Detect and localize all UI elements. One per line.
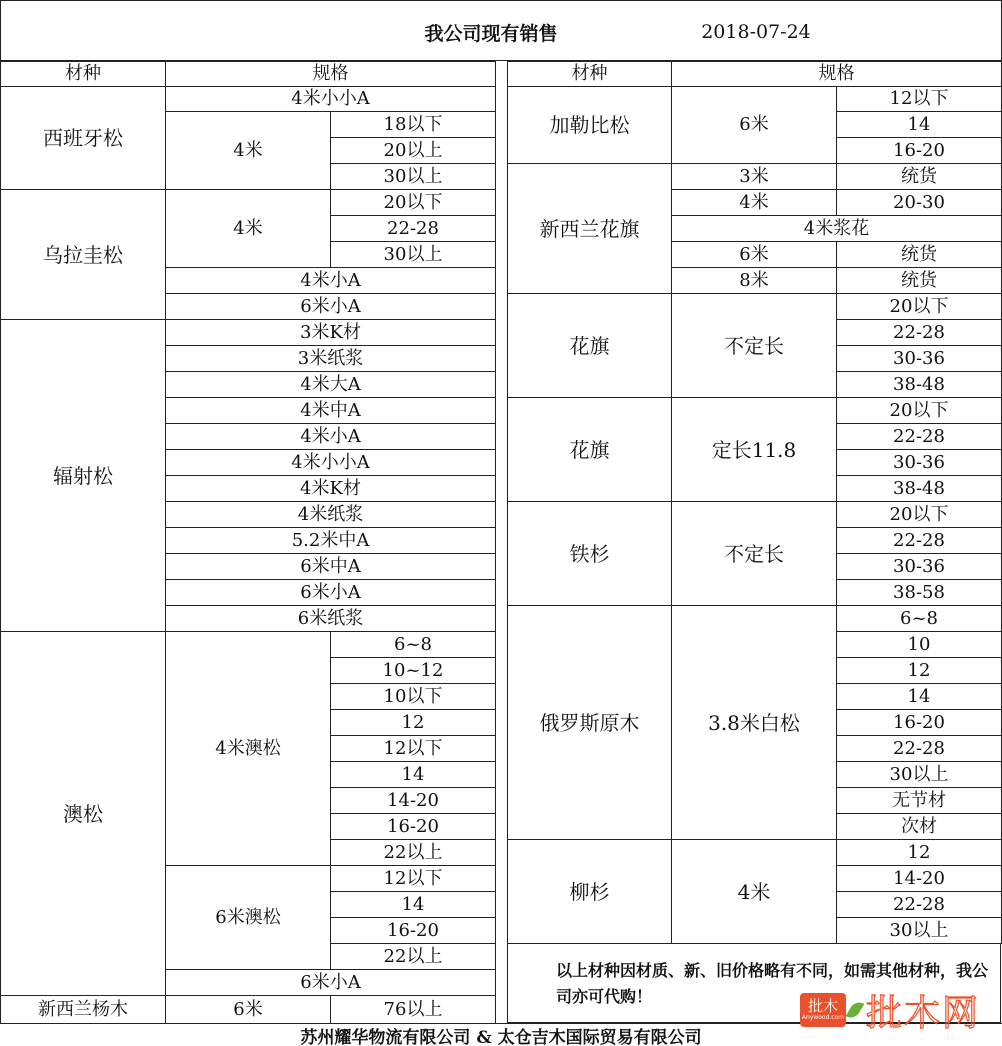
spec-size: 22-28 — [836, 319, 1002, 346]
spec-size: 22-28 — [836, 891, 1002, 918]
spec-size: 38-48 — [836, 475, 1002, 502]
spec-length: 4米 — [671, 189, 837, 216]
spec-size: 30-36 — [836, 449, 1002, 476]
watermark-logo — [800, 985, 1000, 1035]
spec-cell: 3米K材 — [165, 319, 496, 346]
spec-size: 12以下 — [330, 735, 496, 762]
material-name: 花旗 — [507, 293, 672, 398]
header-material: 材种 — [0, 61, 166, 87]
material-name: 新西兰杨木 — [0, 995, 166, 1024]
material-name: 柳杉 — [507, 839, 672, 944]
spec-size: 22-28 — [330, 215, 496, 242]
title-bar — [0, 0, 1002, 61]
spec-size: 14-20 — [836, 865, 1002, 892]
spec-size: 22-28 — [836, 735, 1002, 762]
spec-size: 统货 — [836, 163, 1002, 190]
sheet-date: 2018-07-24 — [701, 21, 811, 43]
spec-cell: 4米中A — [165, 397, 496, 424]
spec-size: 20-30 — [836, 189, 1002, 216]
spec-size: 12 — [836, 657, 1002, 684]
spec-size: 38-48 — [836, 371, 1002, 398]
spec-cell: 6米小A — [165, 293, 496, 320]
spec-cell: 3米纸浆 — [165, 345, 496, 372]
spec-size: 22-28 — [836, 423, 1002, 450]
spec-size: 22以上 — [330, 943, 496, 970]
material-name: 铁杉 — [507, 501, 672, 606]
header-spec: 规格 — [165, 61, 496, 87]
spec-length: 3米 — [671, 163, 837, 190]
spec-length: 不定长 — [671, 501, 837, 606]
spec-size: 14 — [330, 891, 496, 918]
spec-cell: 4米浆花 — [671, 215, 1002, 242]
material-name: 俄罗斯原木 — [507, 605, 672, 840]
spec-cell: 4米小小A — [165, 449, 496, 476]
spec-length: 6米 — [165, 995, 331, 1024]
material-name: 西班牙松 — [0, 86, 166, 190]
spec-size: 16-20 — [330, 813, 496, 840]
footnote: 以上材种因材质、新、旧价格略有不同，如需其他材种，我公司亦可代购！ — [507, 943, 1001, 1023]
spec-size: 22-28 — [836, 527, 1002, 554]
spec-cell: 4米小A — [165, 423, 496, 450]
spec-size: 12以下 — [330, 865, 496, 892]
spec-size: 10以下 — [330, 683, 496, 710]
spec-size: 18以下 — [330, 111, 496, 138]
spec-size: 38-58 — [836, 579, 1002, 606]
spec-size: 无节材 — [836, 787, 1002, 814]
material-name: 加勒比松 — [507, 86, 672, 164]
spec-cell: 4米小小A — [165, 86, 496, 112]
spec-size: 20以下 — [330, 189, 496, 216]
spec-size: 统货 — [836, 241, 1002, 268]
spec-length: 6米澳松 — [165, 865, 331, 970]
spec-cell: 4米纸浆 — [165, 501, 496, 528]
material-name: 乌拉圭松 — [0, 189, 166, 320]
spec-length: 8米 — [671, 267, 837, 294]
spec-size: 6~8 — [330, 631, 496, 658]
spec-length: 4米澳松 — [165, 631, 331, 866]
material-name: 澳松 — [0, 631, 166, 996]
spec-size: 20以下 — [836, 293, 1002, 320]
spec-cell: 4米小A — [165, 267, 496, 294]
sheet-title: 我公司现有销售 — [424, 22, 558, 45]
spec-size: 22以上 — [330, 839, 496, 866]
spec-size: 14 — [836, 111, 1002, 138]
material-name: 辐射松 — [0, 319, 166, 632]
spec-size: 30-36 — [836, 345, 1002, 372]
spec-size: 10 — [836, 631, 1002, 658]
spec-length: 不定长 — [671, 293, 837, 398]
spec-length: 4米 — [671, 839, 837, 944]
spec-size: 16-20 — [836, 709, 1002, 736]
spec-size: 10~12 — [330, 657, 496, 684]
watermark-text: 批木网 — [866, 992, 981, 1034]
material-name: 新西兰花旗 — [507, 163, 672, 294]
leaf-icon — [846, 999, 865, 1021]
spec-length: 3.8米白松 — [671, 605, 837, 840]
spec-size: 14 — [330, 761, 496, 788]
spec-cell: 5.2米中A — [165, 527, 496, 554]
spec-size: 30以上 — [330, 163, 496, 190]
spec-cell: 4米K材 — [165, 475, 496, 502]
spec-cell: 6米纸浆 — [165, 605, 496, 632]
spec-cell: 4米大A — [165, 371, 496, 398]
spec-size: 14 — [836, 683, 1002, 710]
spec-size: 30-36 — [836, 553, 1002, 580]
spec-size: 16-20 — [836, 137, 1002, 164]
spec-size: 14-20 — [330, 787, 496, 814]
spec-length: 4米 — [165, 189, 331, 268]
material-name: 花旗 — [507, 397, 672, 502]
spec-length: 定长11.8 — [671, 397, 837, 502]
spec-cell: 6米小A — [165, 579, 496, 606]
spec-size: 12 — [836, 839, 1002, 866]
spec-size: 20以下 — [836, 501, 1002, 528]
spec-size: 16-20 — [330, 917, 496, 944]
watermark-badge: 批木 Anywood.com — [800, 993, 846, 1027]
spec-size: 30以上 — [330, 241, 496, 268]
header-material: 材种 — [507, 61, 672, 87]
spec-size: 12 — [330, 709, 496, 736]
spec-size: 6~8 — [836, 605, 1002, 632]
spec-length: 4米 — [165, 111, 331, 190]
header-spec: 规格 — [671, 61, 1002, 87]
spec-size: 统货 — [836, 267, 1002, 294]
spec-size: 30以上 — [836, 761, 1002, 788]
spec-length: 6米 — [671, 86, 837, 164]
spec-size: 20以下 — [836, 397, 1002, 424]
spec-size: 12以下 — [836, 86, 1002, 112]
spec-size: 次材 — [836, 813, 1002, 840]
spec-length: 6米 — [671, 241, 837, 268]
spec-cell: 6米小A — [165, 969, 496, 996]
spec-size: 30以上 — [836, 917, 1002, 944]
spec-cell: 6米中A — [165, 553, 496, 580]
spec-size: 20以上 — [330, 137, 496, 164]
company-footer: 苏州耀华物流有限公司 & 太仓吉木国际贸易有限公司 — [0, 1023, 1002, 1046]
spec-size: 76以上 — [330, 995, 496, 1024]
